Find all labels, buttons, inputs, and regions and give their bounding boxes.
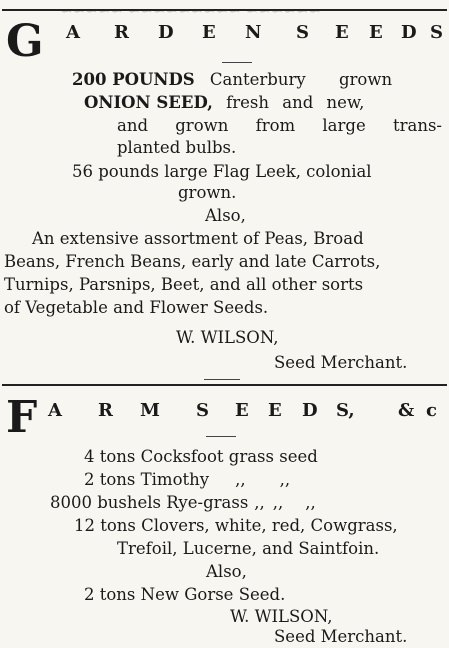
farm-title: Seed Merchant. xyxy=(274,627,408,646)
garden-line-2: ONION SEED, fresh and new, xyxy=(84,93,365,112)
garden-heading-letter: R xyxy=(114,22,129,43)
garden-line-10: Turnips, Parsnips, Beet, and all other sorts xyxy=(4,275,364,294)
garden-line-6: grown. xyxy=(178,183,237,202)
farm-line-6: Also, xyxy=(206,562,247,581)
bleed-through-decoration: ~~~~~~ ~~~~~~~~~ ~~~~~ xyxy=(60,2,321,20)
farm-heading-letter: & xyxy=(398,400,415,421)
farm-line-3: 8000 bushels Rye-grass ,, ,, ,, xyxy=(50,493,316,512)
farm-heading-letter: S xyxy=(196,400,209,421)
garden-heading-letter: D xyxy=(158,22,174,43)
garden-line-4: planted bulbs. xyxy=(117,138,237,157)
farm-heading-letter: M xyxy=(140,400,160,421)
farm-signature: W. WILSON, xyxy=(230,607,333,626)
garden-heading-letter: E xyxy=(369,22,383,43)
garden-line-1: 200 POUNDS Canterbury grown xyxy=(72,70,393,89)
farm-line-5: Trefoil, Lucerne, and Saintfoin. xyxy=(117,539,380,558)
garden-heading-letter: S xyxy=(430,22,443,43)
farm-heading-letter: c xyxy=(426,400,437,421)
garden-line-3: and grown from large trans- xyxy=(117,116,442,135)
farm-line-4: 12 tons Clovers, white, red, Cowgrass, xyxy=(74,516,398,535)
garden-heading-letter: A xyxy=(66,22,80,43)
garden-line-11: of Vegetable and Flower Seeds. xyxy=(4,298,269,317)
middle-rule xyxy=(2,384,447,386)
garden-line-9: Beans, French Beans, early and late Carrots, xyxy=(4,252,381,271)
farm-heading-letter: D xyxy=(302,400,318,421)
garden-heading-letter: N xyxy=(245,22,262,43)
garden-heading-letter: D xyxy=(401,22,417,43)
farm-drop-cap: F xyxy=(6,392,38,443)
section-separator xyxy=(204,379,240,380)
farm-heading-letter: A xyxy=(48,400,62,421)
garden-heading-letter: S xyxy=(296,22,309,43)
garden-title: Seed Merchant. xyxy=(274,353,408,372)
farm-heading-letter: R xyxy=(98,400,113,421)
garden-line-8: An extensive assortment of Peas, Broad xyxy=(32,229,364,248)
top-rule xyxy=(2,9,447,11)
farm-line-7: 2 tons New Gorse Seed. xyxy=(84,585,286,604)
farm-heading-letter: E xyxy=(268,400,282,421)
garden-line-5: 56 pounds large Flag Leek, colonial xyxy=(72,162,372,181)
farm-heading-letter: E xyxy=(235,400,249,421)
garden-heading-letter: E xyxy=(335,22,349,43)
garden-line-7: Also, xyxy=(205,206,246,225)
farm-heading-underline xyxy=(206,436,236,437)
farm-line-1: 4 tons Cocksfoot grass seed xyxy=(84,447,318,466)
garden-heading-underline xyxy=(222,62,252,63)
garden-drop-cap: G xyxy=(6,16,44,67)
garden-signature: W. WILSON, xyxy=(176,328,279,347)
garden-heading-letter: E xyxy=(202,22,216,43)
farm-heading-letter: S, xyxy=(336,400,355,421)
farm-line-2: 2 tons Timothy ,, ,, xyxy=(84,470,291,489)
